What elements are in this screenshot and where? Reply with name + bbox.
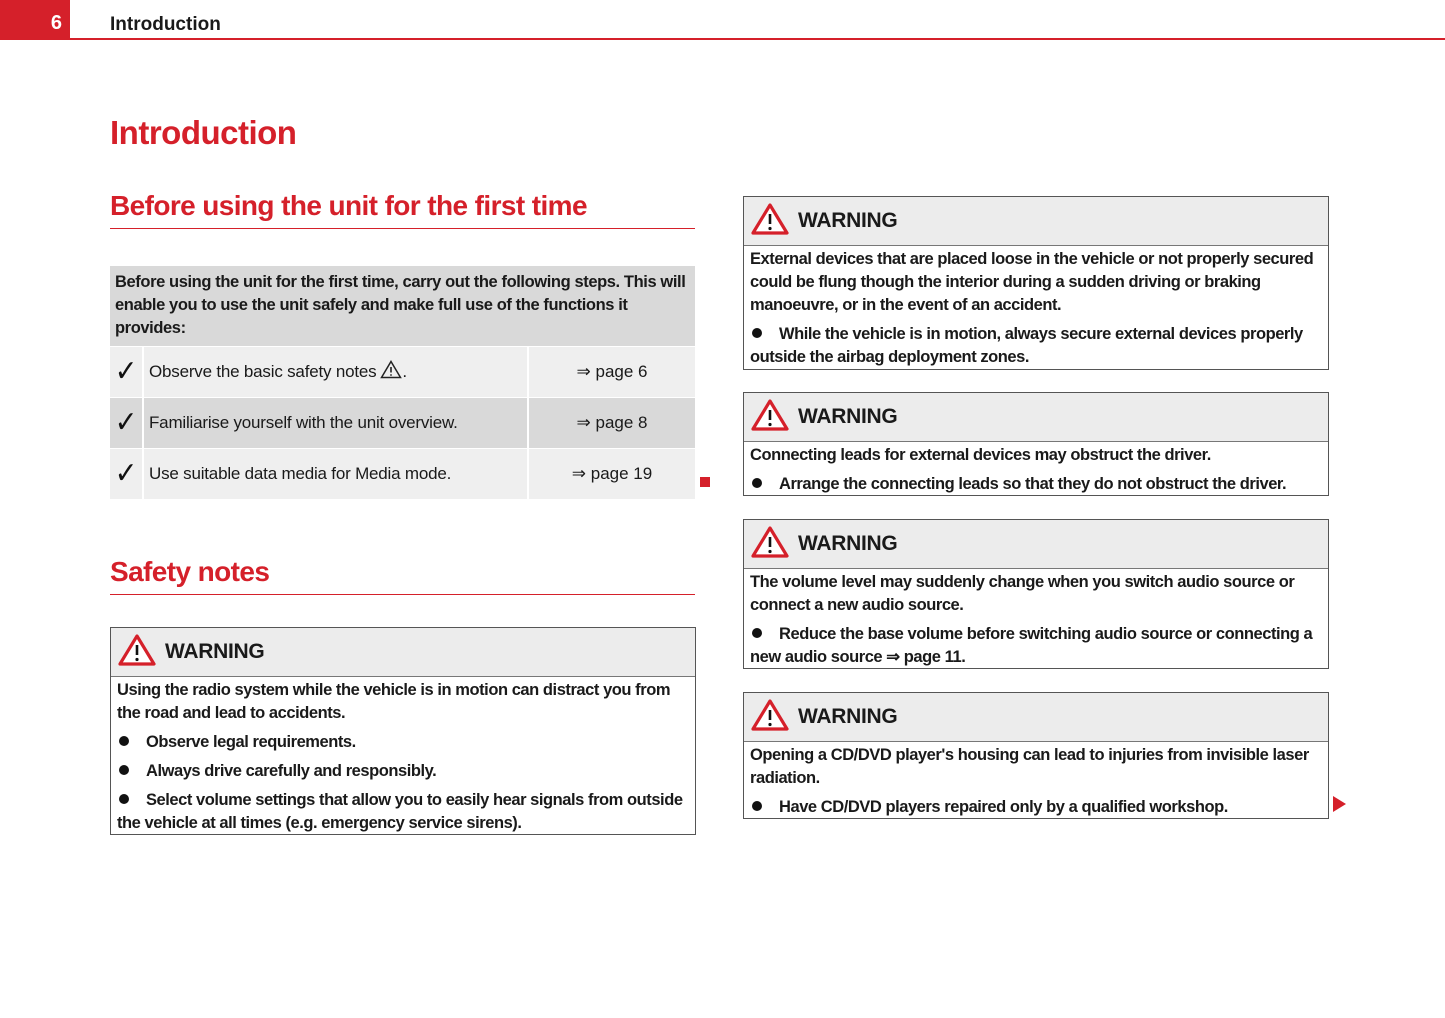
- warning-triangle-icon: [750, 698, 790, 736]
- warning-bullet: Arrange the connecting leads so that they do not obstruct the driver.: [750, 473, 1322, 496]
- warning-title: WARNING: [798, 705, 898, 728]
- safety-notes-divider: [110, 594, 695, 595]
- warning-text: Connecting leads for external devices may obstruct the driver.: [750, 446, 1211, 464]
- before-using-divider: [110, 228, 695, 229]
- warning-bullet: While the vehicle is in motion, always secure external devices properly outside the airbag deployment zones.: [750, 325, 1303, 366]
- step-text: Familiarise yourself with the unit overview.: [144, 398, 529, 448]
- continue-arrow-icon: [1333, 796, 1346, 812]
- warning-text: Opening a CD/DVD player's housing can lead to injuries from invisible laser radiation.: [750, 746, 1309, 787]
- warning-body: [744, 742, 1328, 822]
- header-divider: [70, 38, 1445, 40]
- warning-triangle-icon: [117, 633, 157, 671]
- warning-text: Using the radio system while the vehicle is in motion can distract you from the road and lead to accidents.: [117, 681, 671, 722]
- warning-title: WARNING: [798, 405, 898, 428]
- before-using-heading: Before using the unit for the first time: [110, 190, 587, 221]
- warning-bullet: Select volume settings that allow you to easily hear signals from outside the vehicle at all times (e.g. emergency service sirens).: [117, 791, 683, 832]
- warning-body: [744, 246, 1328, 372]
- warning-title: WARNING: [798, 209, 898, 232]
- warning-header: [744, 393, 1328, 442]
- page-title: Introduction: [110, 114, 297, 151]
- warning-box: [110, 627, 696, 835]
- warning-title: WARNING: [165, 640, 265, 663]
- check-icon: ✓: [114, 354, 138, 389]
- warning-triangle-icon: [750, 525, 790, 563]
- safety-notes-heading: Safety notes: [110, 556, 270, 587]
- warning-box-volume: [743, 519, 1329, 669]
- warning-box-cd-dvd: [743, 692, 1329, 819]
- warning-triangle-icon: [750, 398, 790, 436]
- bullet-icon: [752, 328, 762, 338]
- bullet-icon: [119, 736, 129, 746]
- page-number: 6: [50, 12, 62, 34]
- page-number-box: [0, 0, 70, 40]
- warning-body: [744, 442, 1328, 499]
- step-text: Use suitable data media for Media mode.: [144, 449, 529, 499]
- warning-title: WARNING: [798, 532, 898, 555]
- warning-header: [744, 693, 1328, 742]
- check-icon: ✓: [114, 405, 138, 440]
- first-steps-table: [110, 266, 695, 499]
- warning-header: [111, 628, 695, 677]
- warning-triangle-icon: [750, 202, 790, 240]
- section-end-marker: [700, 477, 710, 487]
- warning-body: [744, 569, 1328, 672]
- bullet-icon: [119, 765, 129, 775]
- bullet-icon: [752, 801, 762, 811]
- warning-triangle-icon: [380, 360, 402, 384]
- step-text: Observe the basic safety notes: [149, 362, 377, 381]
- step-row: [110, 448, 695, 499]
- warning-box-external-devices: [743, 196, 1329, 370]
- warning-body: [111, 677, 695, 838]
- bullet-icon: [752, 478, 762, 488]
- warning-bullet: Observe legal requirements.: [117, 731, 689, 754]
- warning-text: The volume level may suddenly change when you switch audio source or connect a new audio source.: [750, 573, 1295, 614]
- warning-header: [744, 197, 1328, 246]
- step-row: [110, 397, 695, 448]
- bullet-icon: [119, 794, 129, 804]
- check-icon: ✓: [114, 456, 138, 491]
- first-steps-intro: Before using the unit for the first time, carry out the following steps. This will enable you to use the unit safely and make full use of the functions it provides:: [110, 266, 695, 346]
- running-header-title: Introduction: [110, 14, 221, 35]
- page-reference-link[interactable]: ⇒ page 6: [529, 347, 695, 397]
- bullet-icon: [752, 628, 762, 638]
- warning-text: External devices that are placed loose in the vehicle or not properly secured could be flung though the interior during a sudden driving or braking manoeuvre, or in the event of an accident.: [750, 250, 1314, 314]
- page-reference-link[interactable]: ⇒ page 8: [529, 398, 695, 448]
- warning-bullet: Have CD/DVD players repaired only by a qualified workshop.: [750, 796, 1322, 819]
- warning-bullet: Always drive carefully and responsibly.: [117, 760, 689, 783]
- warning-header: [744, 520, 1328, 569]
- page-reference-link[interactable]: ⇒ page 19: [529, 449, 695, 499]
- warning-box-connecting-leads: [743, 392, 1329, 496]
- warning-bullet: Reduce the base volume before switching audio source or connecting a new audio source ⇒ page 11.: [750, 625, 1313, 666]
- step-row: ✓ Observe the basic safety notes . ⇒ page 6: [110, 346, 695, 397]
